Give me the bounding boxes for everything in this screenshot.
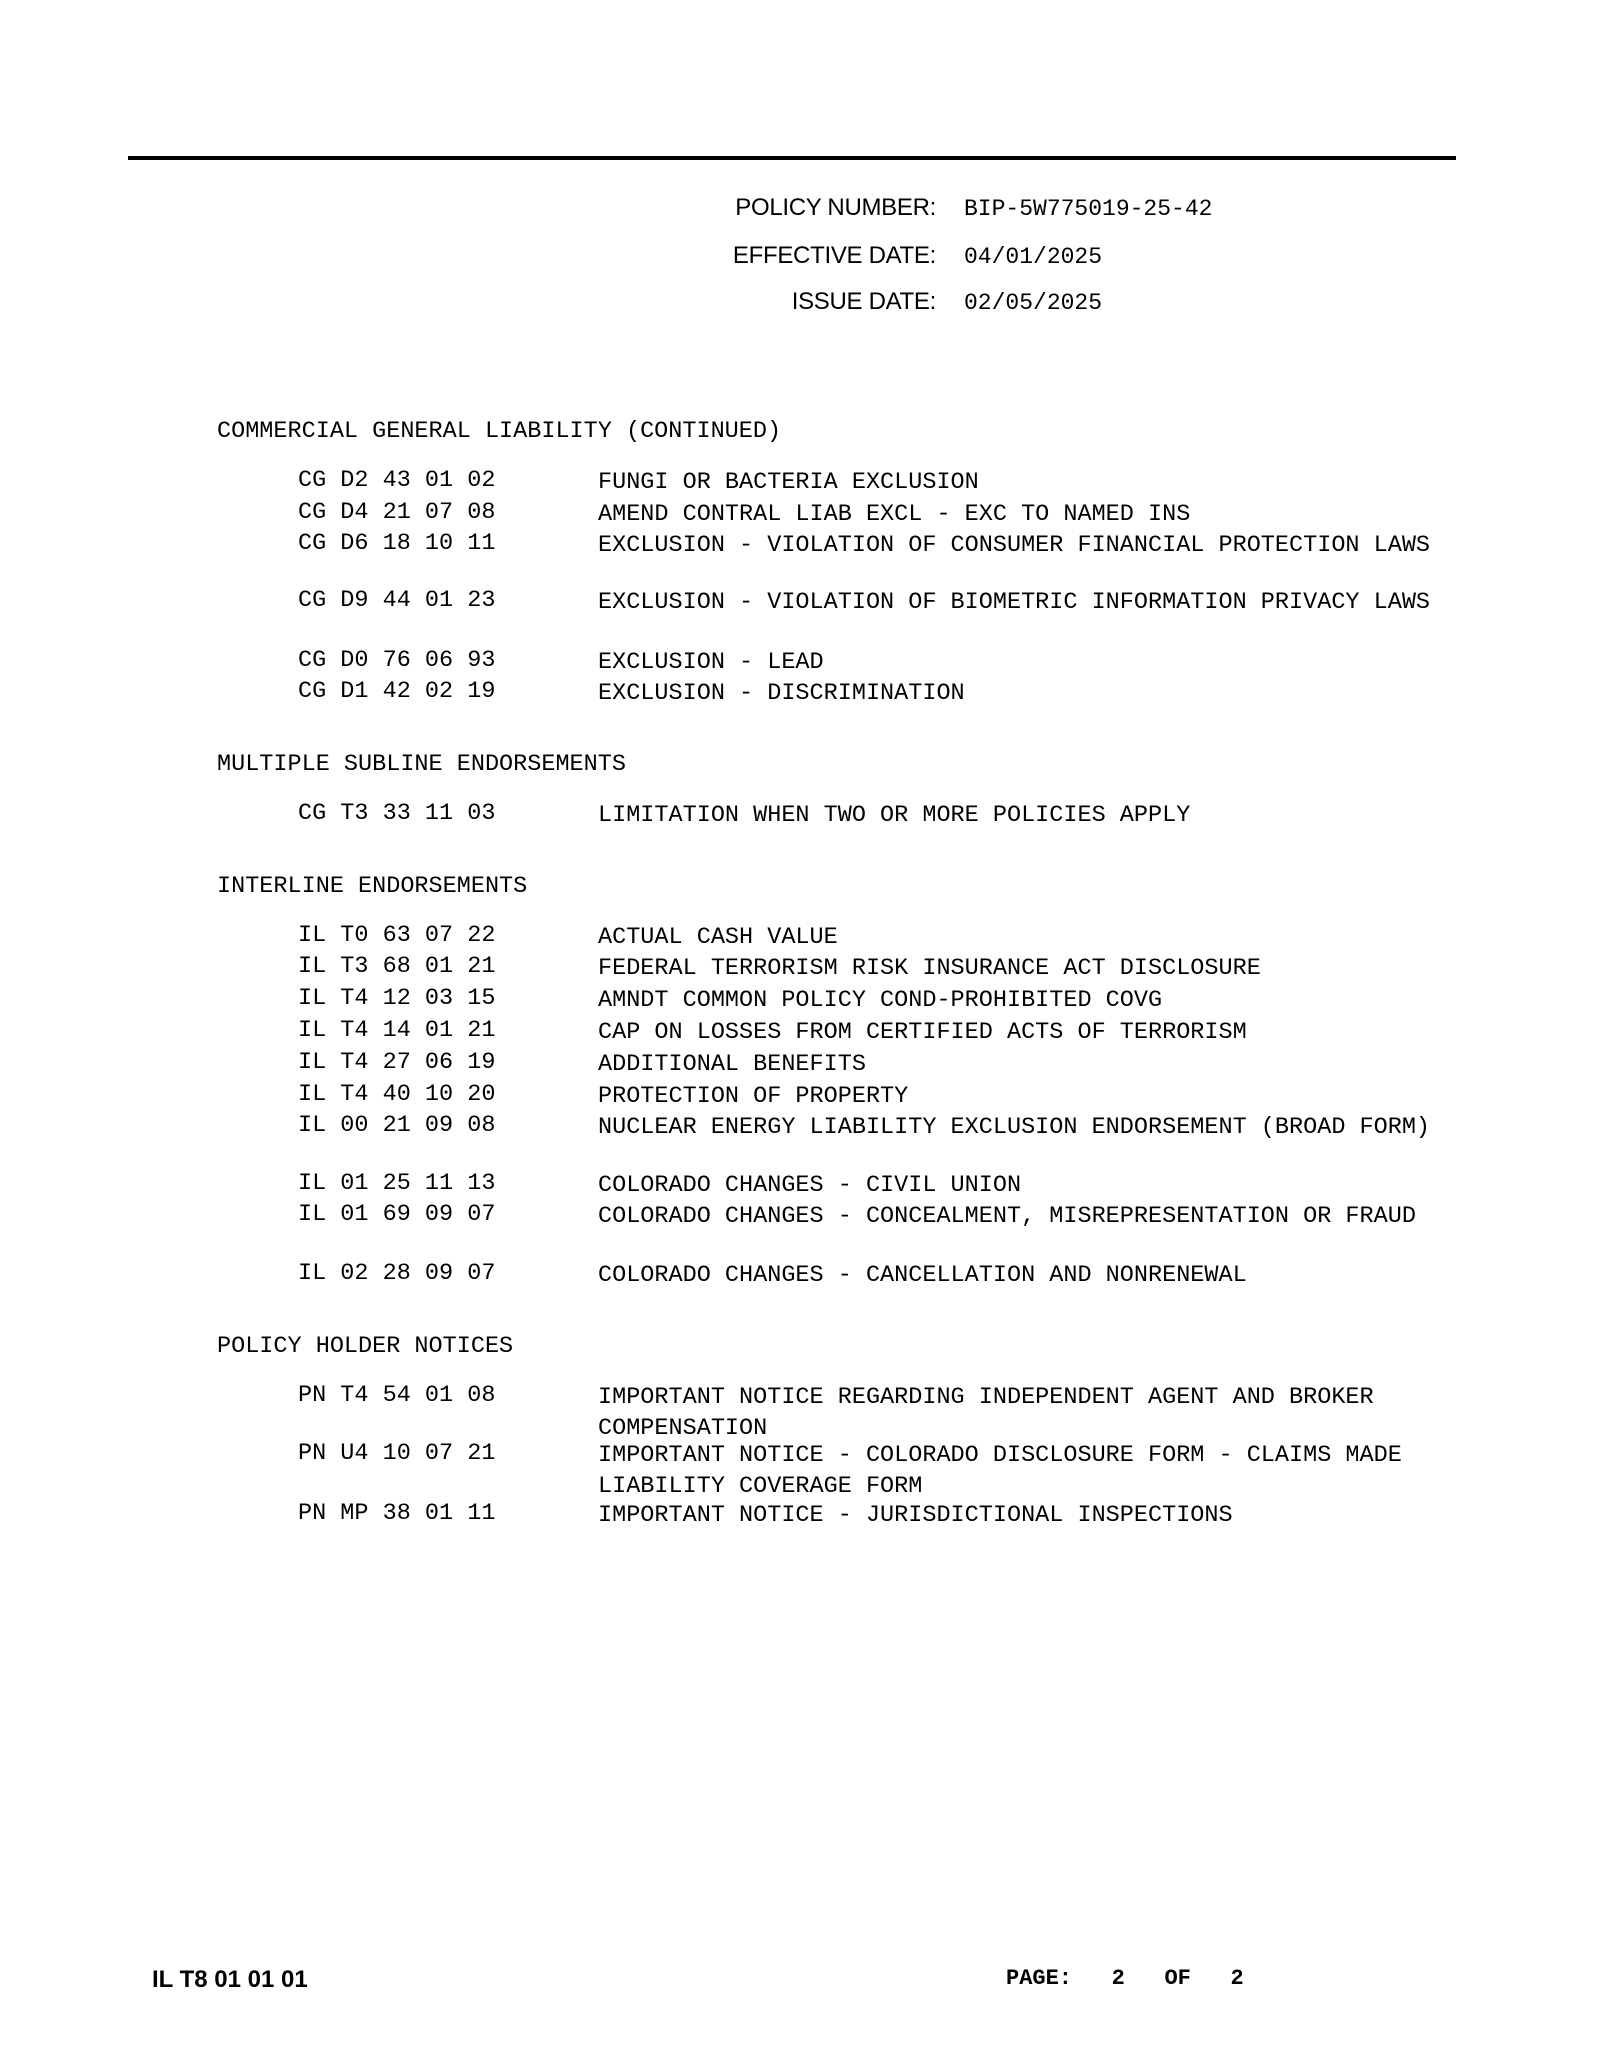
effective-date-row [560, 242, 1260, 282]
form-code: PN MP 38 01 11 [298, 1500, 496, 1527]
form-description: FEDERAL TERRORISM RISK INSURANCE ACT DISCLOSURE [598, 955, 1261, 982]
section-title: POLICY HOLDER NOTICES [217, 1333, 514, 1360]
policy-number-row [560, 194, 1260, 234]
form-code: CG D6 18 10 11 [298, 530, 496, 557]
form-description: LIMITATION WHEN TWO OR MORE POLICIES APPLY [598, 802, 1191, 829]
form-description: IMPORTANT NOTICE REGARDING INDEPENDENT AGENT AND BROKER COMPENSATION [598, 1384, 1374, 1442]
form-code: IL T4 14 01 21 [298, 1017, 496, 1044]
form-description: PROTECTION OF PROPERTY [598, 1083, 909, 1110]
effective-date-value: 04/01/2025 [964, 244, 1103, 270]
section-title: COMMERCIAL GENERAL LIABILITY (CONTINUED) [217, 418, 782, 445]
policy-number-label: POLICY NUMBER: [735, 194, 936, 221]
form-code: PN U4 10 07 21 [298, 1440, 496, 1467]
form-description: EXCLUSION - LEAD [598, 649, 824, 676]
page-label: PAGE: [1006, 1966, 1073, 1991]
form-code: IL 01 25 11 13 [298, 1170, 496, 1197]
section-title: MULTIPLE SUBLINE ENDORSEMENTS [217, 751, 626, 778]
form-description: ADDITIONAL BENEFITS [598, 1051, 866, 1078]
page-indicator [1006, 1966, 1244, 1991]
form-description: COLORADO CHANGES - CONCEALMENT, MISREPRESENTATION OR FRAUD [598, 1203, 1416, 1230]
form-description: NUCLEAR ENERGY LIABILITY EXCLUSION ENDORSEMENT (BROAD FORM) [598, 1114, 1431, 1141]
issue-date-row [560, 288, 1260, 328]
form-code: IL T0 63 07 22 [298, 922, 496, 949]
form-code: CG D0 76 06 93 [298, 647, 496, 674]
form-description: IMPORTANT NOTICE - COLORADO DISCLOSURE FORM - CLAIMS MADE LIABILITY COVERAGE FORM [598, 1442, 1402, 1500]
form-description: AMNDT COMMON POLICY COND-PROHIBITED COVG [598, 987, 1163, 1014]
form-description: CAP ON LOSSES FROM CERTIFIED ACTS OF TERRORISM [598, 1019, 1247, 1046]
policy-number-value: BIP-5W775019-25-42 [964, 196, 1213, 222]
form-code: IL T4 27 06 19 [298, 1049, 496, 1076]
form-description: ACTUAL CASH VALUE [598, 924, 838, 951]
form-description: AMEND CONTRAL LIAB EXCL - EXC TO NAMED INS [598, 501, 1191, 528]
form-description: EXCLUSION - DISCRIMINATION [598, 680, 965, 707]
form-code: CG D9 44 01 23 [298, 587, 496, 614]
form-code: CG D2 43 01 02 [298, 467, 496, 494]
form-description: IMPORTANT NOTICE - JURISDICTIONAL INSPECTIONS [598, 1502, 1233, 1529]
form-description: FUNGI OR BACTERIA EXCLUSION [598, 469, 979, 496]
form-code: CG D1 42 02 19 [298, 678, 496, 705]
form-code: CG D4 21 07 08 [298, 499, 496, 526]
form-code: IL T4 40 10 20 [298, 1081, 496, 1108]
issue-date-value: 02/05/2025 [964, 290, 1103, 316]
form-code: IL T4 12 03 15 [298, 985, 496, 1012]
form-identifier: IL T8 01 01 01 [152, 1966, 308, 1993]
form-code: IL 00 21 09 08 [298, 1112, 496, 1139]
effective-date-label: EFFECTIVE DATE: [732, 242, 936, 269]
issue-date-label: ISSUE DATE: [791, 288, 936, 315]
form-description: EXCLUSION - VIOLATION OF BIOMETRIC INFORMATION PRIVACY LAWS [598, 589, 1431, 616]
form-code: IL 01 69 09 07 [298, 1201, 496, 1228]
page-current: 2 [1111, 1966, 1125, 1991]
page-total: 2 [1230, 1966, 1244, 1991]
form-code: IL 02 28 09 07 [298, 1260, 496, 1287]
top-rule [128, 156, 1456, 160]
form-description: COLORADO CHANGES - CANCELLATION AND NONRENEWAL [598, 1262, 1247, 1289]
form-code: IL T3 68 01 21 [298, 953, 496, 980]
section-title: INTERLINE ENDORSEMENTS [217, 873, 528, 900]
page-of-label: OF [1164, 1966, 1191, 1991]
form-code: PN T4 54 01 08 [298, 1382, 496, 1409]
form-description: EXCLUSION - VIOLATION OF CONSUMER FINANCIAL PROTECTION LAWS [598, 532, 1431, 559]
form-description: COLORADO CHANGES - CIVIL UNION [598, 1172, 1022, 1199]
form-code: CG T3 33 11 03 [298, 800, 496, 827]
